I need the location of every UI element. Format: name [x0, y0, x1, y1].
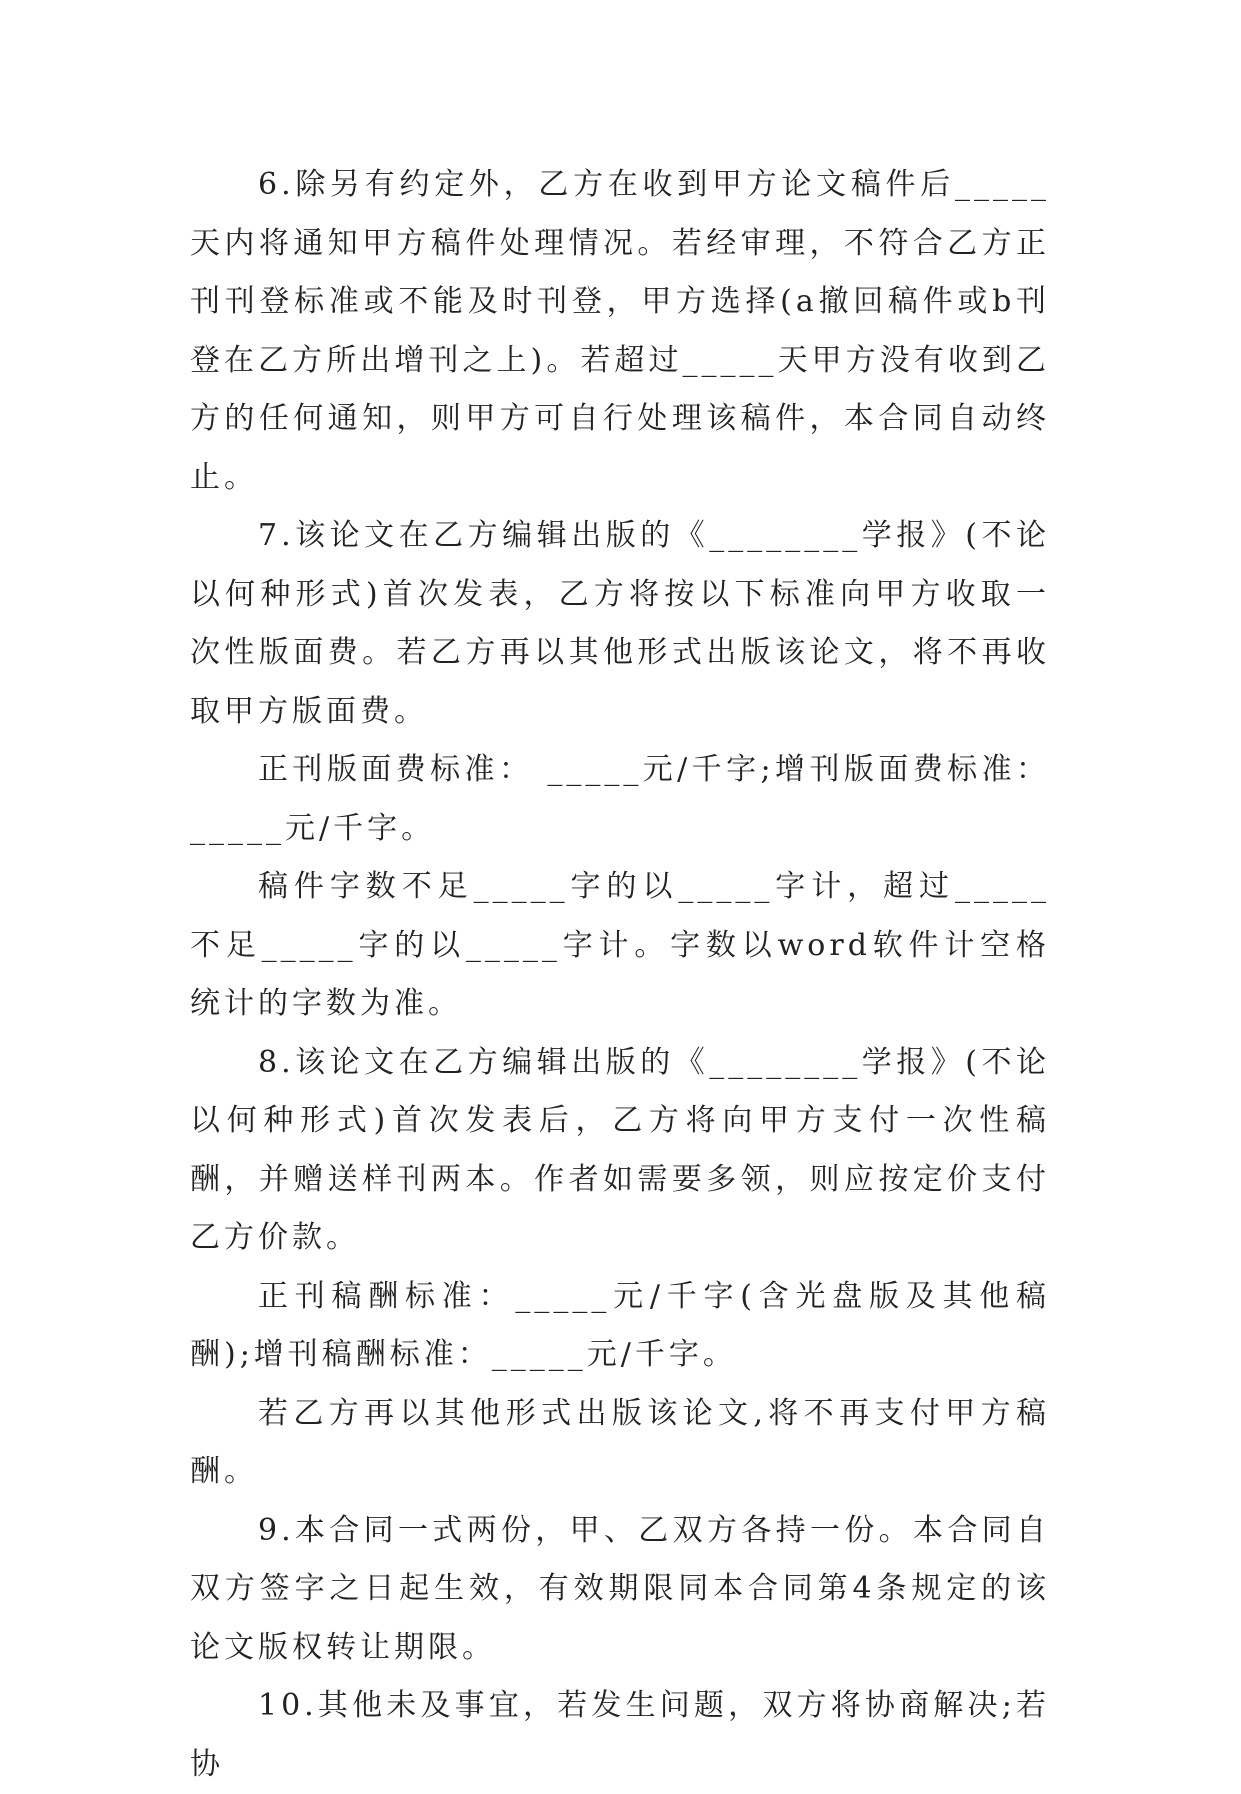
clause-7-paragraph: 7.该论文在乙方编辑出版的《________学报》(不论以何种形式)首次发表，乙方将按以下标准向甲方收取一次性版面费。若乙方再以其他形式出版该论文，将不再收取甲方版面费。: [190, 518, 1050, 729]
clause-8-paragraph: 8.该论文在乙方编辑出版的《________学报》(不论以何种形式)首次发表后，乙方将向甲方支付一次性稿酬，并赠送样刊两本。作者如需要多领，则应按定价支付乙方价款。: [190, 1044, 1050, 1255]
clause-10-paragraph: 10.其他未及事宜，若发生问题，双方将协商解决;若协: [190, 1688, 1050, 1782]
royalty-exclusion-paragraph: 若乙方再以其他形式出版该论文,将不再支付甲方稿酬。: [190, 1395, 1050, 1489]
page-fee-standard-paragraph: 正刊版面费标准： _____元/千字;增刊版面费标准：_____元/千字。: [190, 752, 1050, 846]
clause-6-paragraph: 6.除另有约定外，乙方在收到甲方论文稿件后_____天内将通知甲方稿件处理情况。若经审理，不符合乙方正刊刊登标准或不能及时刊登，甲方选择(a撤回稿件或b刊登在乙方所出增刊之上)。若超过_____天甲方没有收到乙方的任何通知，则甲方可自行处理该稿件，本合同自动终止。: [190, 167, 1050, 495]
word-count-rule-paragraph: 稿件字数不足_____字的以_____字计，超过_____不足_____字的以_____字计。字数以word软件计空格统计的字数为准。: [190, 869, 1050, 1021]
clause-9-paragraph: 9.本合同一式两份，甲、乙双方各持一份。本合同自双方签字之日起生效，有效期限同本合同第4条规定的该论文版权转让期限。: [190, 1512, 1050, 1665]
royalty-standard-paragraph: 正刊稿酬标准：_____元/千字(含光盘版及其他稿酬);增刊稿酬标准：_____元/千字。: [190, 1278, 1050, 1372]
contract-body: [190, 156, 1050, 1794]
